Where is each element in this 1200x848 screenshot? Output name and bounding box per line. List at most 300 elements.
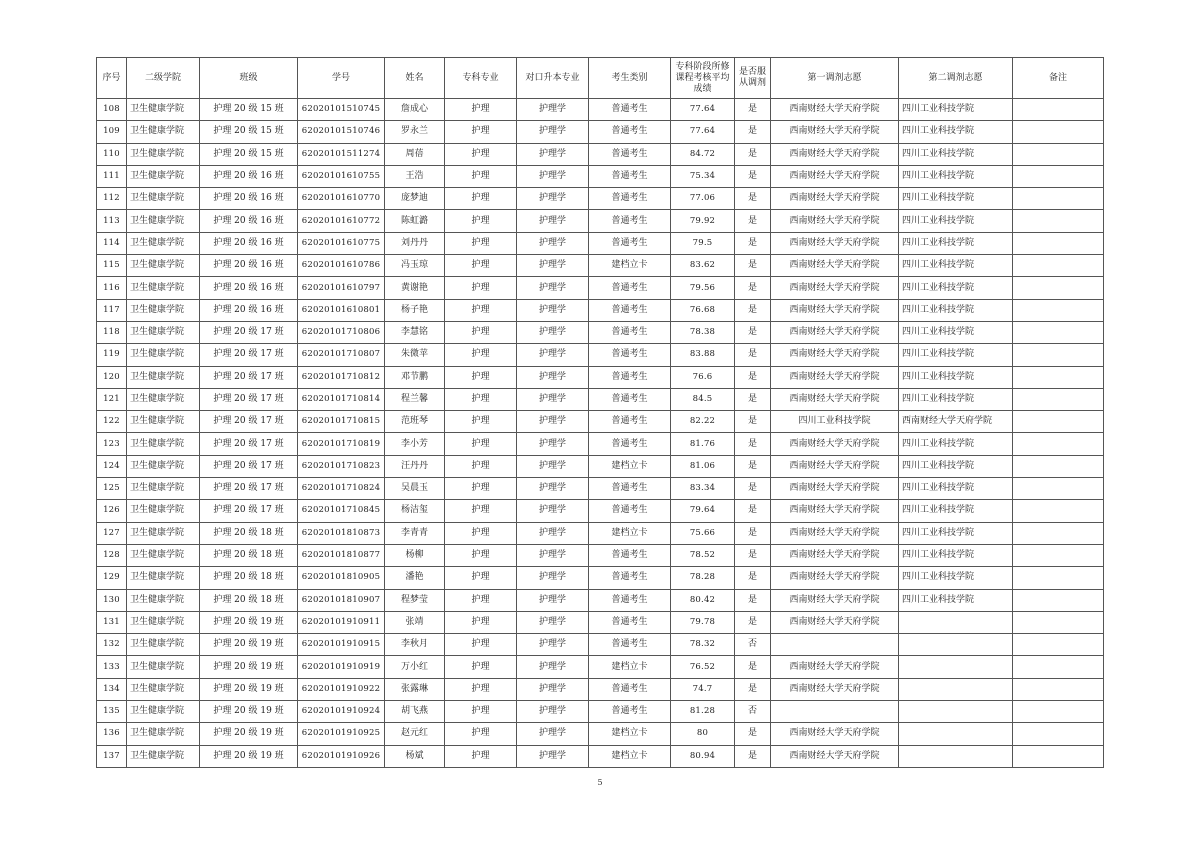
- cell-junior-major: 护理: [445, 678, 517, 700]
- table-row: [97, 589, 1104, 611]
- cell-average-score: 78.28: [671, 567, 735, 589]
- table-row: [97, 366, 1104, 388]
- cell-upgrade-major: 护理学: [517, 723, 589, 745]
- cell-student-id: 62020101710845: [298, 500, 385, 522]
- cell-upgrade-major: 护理学: [517, 433, 589, 455]
- cell-college: 卫生健康学院: [127, 522, 200, 544]
- cell-remarks: [1013, 210, 1104, 232]
- cell-second-choice: 四川工业科技学院: [899, 299, 1013, 321]
- cell-average-score: 79.64: [671, 500, 735, 522]
- cell-name: 李青青: [385, 522, 445, 544]
- cell-name: 周蓓: [385, 143, 445, 165]
- cell-average-score: 79.78: [671, 611, 735, 633]
- cell-candidate-type: 普通考生: [589, 232, 671, 254]
- cell-average-score: 80: [671, 723, 735, 745]
- table-row: [97, 567, 1104, 589]
- cell-remarks: [1013, 723, 1104, 745]
- cell-first-choice: 西南财经大学天府学院: [771, 589, 899, 611]
- cell-remarks: [1013, 366, 1104, 388]
- cell-candidate-type: 普通考生: [589, 188, 671, 210]
- cell-college: 卫生健康学院: [127, 411, 200, 433]
- cell-name: 冯玉琼: [385, 255, 445, 277]
- cell-student-id: 62020101710819: [298, 433, 385, 455]
- cell-student-id: 62020101510745: [298, 99, 385, 121]
- cell-class: 护理 20 级 17 班: [200, 344, 298, 366]
- cell-accept-adjustment: 是: [735, 232, 771, 254]
- cell-student-id: 62020101610797: [298, 277, 385, 299]
- cell-remarks: [1013, 500, 1104, 522]
- cell-college: 卫生健康学院: [127, 143, 200, 165]
- cell-seq: 132: [97, 634, 127, 656]
- cell-seq: 123: [97, 433, 127, 455]
- cell-name: 朱微苹: [385, 344, 445, 366]
- cell-first-choice: 西南财经大学天府学院: [771, 165, 899, 187]
- cell-junior-major: 护理: [445, 121, 517, 143]
- cell-upgrade-major: 护理学: [517, 455, 589, 477]
- cell-student-id: 62020101610801: [298, 299, 385, 321]
- cell-second-choice: [899, 656, 1013, 678]
- cell-first-choice: 西南财经大学天府学院: [771, 745, 899, 767]
- cell-candidate-type: 普通考生: [589, 165, 671, 187]
- cell-college: 卫生健康学院: [127, 232, 200, 254]
- cell-average-score: 81.28: [671, 701, 735, 723]
- cell-college: 卫生健康学院: [127, 121, 200, 143]
- cell-name: 汪丹丹: [385, 455, 445, 477]
- cell-junior-major: 护理: [445, 388, 517, 410]
- cell-second-choice: 四川工业科技学院: [899, 388, 1013, 410]
- cell-candidate-type: 普通考生: [589, 143, 671, 165]
- cell-first-choice: 四川工业科技学院: [771, 411, 899, 433]
- cell-upgrade-major: 护理学: [517, 255, 589, 277]
- cell-college: 卫生健康学院: [127, 745, 200, 767]
- cell-name: 陈虹潞: [385, 210, 445, 232]
- cell-upgrade-major: 护理学: [517, 745, 589, 767]
- cell-junior-major: 护理: [445, 321, 517, 343]
- cell-second-choice: [899, 611, 1013, 633]
- cell-first-choice: 西南财经大学天府学院: [771, 678, 899, 700]
- cell-upgrade-major: 护理学: [517, 366, 589, 388]
- table-row: [97, 745, 1104, 767]
- cell-accept-adjustment: 是: [735, 589, 771, 611]
- cell-candidate-type: 普通考生: [589, 388, 671, 410]
- cell-junior-major: 护理: [445, 634, 517, 656]
- cell-junior-major: 护理: [445, 344, 517, 366]
- cell-remarks: [1013, 745, 1104, 767]
- cell-second-choice: 四川工业科技学院: [899, 210, 1013, 232]
- cell-accept-adjustment: 否: [735, 634, 771, 656]
- cell-name: 赵元红: [385, 723, 445, 745]
- cell-candidate-type: 普通考生: [589, 366, 671, 388]
- cell-class: 护理 20 级 17 班: [200, 455, 298, 477]
- cell-upgrade-major: 护理学: [517, 544, 589, 566]
- cell-remarks: [1013, 611, 1104, 633]
- cell-college: 卫生健康学院: [127, 589, 200, 611]
- cell-second-choice: 四川工业科技学院: [899, 344, 1013, 366]
- cell-accept-adjustment: 是: [735, 299, 771, 321]
- cell-student-id: 62020101610770: [298, 188, 385, 210]
- cell-seq: 120: [97, 366, 127, 388]
- cell-accept-adjustment: 是: [735, 121, 771, 143]
- cell-class: 护理 20 级 17 班: [200, 388, 298, 410]
- cell-name: 罗永兰: [385, 121, 445, 143]
- cell-class: 护理 20 级 19 班: [200, 701, 298, 723]
- cell-college: 卫生健康学院: [127, 344, 200, 366]
- cell-remarks: [1013, 567, 1104, 589]
- cell-first-choice: 西南财经大学天府学院: [771, 344, 899, 366]
- cell-accept-adjustment: 是: [735, 500, 771, 522]
- cell-junior-major: 护理: [445, 723, 517, 745]
- cell-name: 范班琴: [385, 411, 445, 433]
- cell-second-choice: 西南财经大学天府学院: [899, 411, 1013, 433]
- cell-class: 护理 20 级 19 班: [200, 611, 298, 633]
- cell-average-score: 79.56: [671, 277, 735, 299]
- cell-class: 护理 20 级 17 班: [200, 411, 298, 433]
- cell-accept-adjustment: 是: [735, 344, 771, 366]
- cell-remarks: [1013, 255, 1104, 277]
- cell-upgrade-major: 护理学: [517, 165, 589, 187]
- cell-first-choice: 西南财经大学天府学院: [771, 210, 899, 232]
- cell-first-choice: 西南财经大学天府学院: [771, 277, 899, 299]
- cell-junior-major: 护理: [445, 611, 517, 633]
- cell-seq: 109: [97, 121, 127, 143]
- cell-candidate-type: 普通考生: [589, 344, 671, 366]
- cell-college: 卫生健康学院: [127, 678, 200, 700]
- cell-junior-major: 护理: [445, 165, 517, 187]
- cell-candidate-type: 普通考生: [589, 611, 671, 633]
- cell-average-score: 81.76: [671, 433, 735, 455]
- header-accept-adjustment: 是否服从调剂: [735, 58, 771, 99]
- cell-college: 卫生健康学院: [127, 611, 200, 633]
- header-class: 班级: [200, 58, 298, 99]
- cell-first-choice: 西南财经大学天府学院: [771, 478, 899, 500]
- cell-college: 卫生健康学院: [127, 544, 200, 566]
- cell-name: 黄谢艳: [385, 277, 445, 299]
- cell-college: 卫生健康学院: [127, 701, 200, 723]
- cell-average-score: 78.52: [671, 544, 735, 566]
- table-row: [97, 411, 1104, 433]
- admission-adjustment-table: [96, 57, 1104, 768]
- cell-remarks: [1013, 589, 1104, 611]
- cell-upgrade-major: 护理学: [517, 99, 589, 121]
- table-row: [97, 344, 1104, 366]
- cell-average-score: 76.68: [671, 299, 735, 321]
- cell-junior-major: 护理: [445, 433, 517, 455]
- cell-remarks: [1013, 232, 1104, 254]
- cell-name: 万小红: [385, 656, 445, 678]
- cell-class: 护理 20 级 16 班: [200, 165, 298, 187]
- cell-first-choice: 西南财经大学天府学院: [771, 188, 899, 210]
- cell-candidate-type: 普通考生: [589, 701, 671, 723]
- cell-upgrade-major: 护理学: [517, 656, 589, 678]
- cell-college: 卫生健康学院: [127, 567, 200, 589]
- cell-college: 卫生健康学院: [127, 277, 200, 299]
- cell-name: 詹成心: [385, 99, 445, 121]
- cell-junior-major: 护理: [445, 656, 517, 678]
- cell-candidate-type: 建档立卡: [589, 255, 671, 277]
- cell-junior-major: 护理: [445, 478, 517, 500]
- cell-class: 护理 20 级 18 班: [200, 522, 298, 544]
- cell-accept-adjustment: 否: [735, 701, 771, 723]
- cell-upgrade-major: 护理学: [517, 678, 589, 700]
- cell-first-choice: 西南财经大学天府学院: [771, 121, 899, 143]
- cell-average-score: 80.94: [671, 745, 735, 767]
- cell-name: 王浩: [385, 165, 445, 187]
- cell-junior-major: 护理: [445, 210, 517, 232]
- cell-remarks: [1013, 299, 1104, 321]
- cell-second-choice: 四川工业科技学院: [899, 232, 1013, 254]
- table-row: [97, 232, 1104, 254]
- cell-seq: 117: [97, 299, 127, 321]
- cell-junior-major: 护理: [445, 299, 517, 321]
- cell-accept-adjustment: 是: [735, 567, 771, 589]
- cell-first-choice: 西南财经大学天府学院: [771, 522, 899, 544]
- cell-class: 护理 20 级 19 班: [200, 634, 298, 656]
- cell-remarks: [1013, 121, 1104, 143]
- header-row: [97, 58, 1104, 99]
- cell-accept-adjustment: 是: [735, 277, 771, 299]
- cell-average-score: 77.64: [671, 121, 735, 143]
- cell-accept-adjustment: 是: [735, 388, 771, 410]
- cell-upgrade-major: 护理学: [517, 277, 589, 299]
- cell-candidate-type: 普通考生: [589, 478, 671, 500]
- cell-seq: 125: [97, 478, 127, 500]
- cell-student-id: 62020101610755: [298, 165, 385, 187]
- cell-name: 杨斌: [385, 745, 445, 767]
- cell-second-choice: 四川工业科技学院: [899, 255, 1013, 277]
- cell-first-choice: 西南财经大学天府学院: [771, 366, 899, 388]
- table-row: [97, 500, 1104, 522]
- cell-upgrade-major: 护理学: [517, 567, 589, 589]
- table-row: [97, 723, 1104, 745]
- cell-class: 护理 20 级 19 班: [200, 678, 298, 700]
- cell-class: 护理 20 级 15 班: [200, 121, 298, 143]
- table-row: [97, 656, 1104, 678]
- cell-name: 杨柳: [385, 544, 445, 566]
- cell-remarks: [1013, 701, 1104, 723]
- table-row: [97, 455, 1104, 477]
- cell-candidate-type: 普通考生: [589, 277, 671, 299]
- cell-average-score: 77.64: [671, 99, 735, 121]
- cell-candidate-type: 普通考生: [589, 500, 671, 522]
- cell-student-id: 62020101710807: [298, 344, 385, 366]
- cell-upgrade-major: 护理学: [517, 388, 589, 410]
- cell-accept-adjustment: 是: [735, 210, 771, 232]
- cell-average-score: 83.88: [671, 344, 735, 366]
- cell-college: 卫生健康学院: [127, 321, 200, 343]
- cell-average-score: 77.06: [671, 188, 735, 210]
- cell-class: 护理 20 级 17 班: [200, 433, 298, 455]
- table-row: [97, 522, 1104, 544]
- cell-name: 李慧铭: [385, 321, 445, 343]
- cell-junior-major: 护理: [445, 188, 517, 210]
- cell-student-id: 62020101610775: [298, 232, 385, 254]
- cell-first-choice: 西南财经大学天府学院: [771, 433, 899, 455]
- cell-junior-major: 护理: [445, 455, 517, 477]
- cell-first-choice: [771, 634, 899, 656]
- cell-second-choice: [899, 745, 1013, 767]
- cell-college: 卫生健康学院: [127, 500, 200, 522]
- cell-class: 护理 20 级 15 班: [200, 143, 298, 165]
- cell-accept-adjustment: 是: [735, 366, 771, 388]
- cell-remarks: [1013, 99, 1104, 121]
- cell-average-score: 81.06: [671, 455, 735, 477]
- cell-junior-major: 护理: [445, 143, 517, 165]
- cell-upgrade-major: 护理学: [517, 299, 589, 321]
- cell-name: 程兰馨: [385, 388, 445, 410]
- cell-second-choice: 四川工业科技学院: [899, 143, 1013, 165]
- cell-college: 卫生健康学院: [127, 634, 200, 656]
- cell-upgrade-major: 护理学: [517, 522, 589, 544]
- cell-upgrade-major: 护理学: [517, 411, 589, 433]
- cell-first-choice: 西南财经大学天府学院: [771, 99, 899, 121]
- cell-student-id: 62020101710814: [298, 388, 385, 410]
- cell-name: 潘艳: [385, 567, 445, 589]
- cell-student-id: 62020101910922: [298, 678, 385, 700]
- cell-upgrade-major: 护理学: [517, 500, 589, 522]
- cell-class: 护理 20 级 19 班: [200, 745, 298, 767]
- cell-second-choice: [899, 701, 1013, 723]
- cell-candidate-type: 建档立卡: [589, 723, 671, 745]
- cell-junior-major: 护理: [445, 277, 517, 299]
- cell-upgrade-major: 护理学: [517, 701, 589, 723]
- cell-average-score: 84.5: [671, 388, 735, 410]
- cell-seq: 130: [97, 589, 127, 611]
- cell-junior-major: 护理: [445, 589, 517, 611]
- cell-first-choice: 西南财经大学天府学院: [771, 544, 899, 566]
- cell-remarks: [1013, 433, 1104, 455]
- table-row: [97, 634, 1104, 656]
- cell-remarks: [1013, 522, 1104, 544]
- cell-average-score: 84.72: [671, 143, 735, 165]
- cell-accept-adjustment: 是: [735, 411, 771, 433]
- cell-upgrade-major: 护理学: [517, 188, 589, 210]
- cell-college: 卫生健康学院: [127, 299, 200, 321]
- cell-student-id: 62020101610786: [298, 255, 385, 277]
- cell-class: 护理 20 级 19 班: [200, 723, 298, 745]
- cell-seq: 134: [97, 678, 127, 700]
- cell-first-choice: 西南财经大学天府学院: [771, 388, 899, 410]
- cell-average-score: 83.34: [671, 478, 735, 500]
- table-row: [97, 188, 1104, 210]
- cell-college: 卫生健康学院: [127, 388, 200, 410]
- header-college: 二级学院: [127, 58, 200, 99]
- cell-junior-major: 护理: [445, 701, 517, 723]
- cell-class: 护理 20 级 19 班: [200, 656, 298, 678]
- cell-second-choice: 四川工业科技学院: [899, 366, 1013, 388]
- cell-upgrade-major: 护理学: [517, 589, 589, 611]
- header-name: 姓名: [385, 58, 445, 99]
- cell-candidate-type: 普通考生: [589, 634, 671, 656]
- table-row: [97, 121, 1104, 143]
- cell-student-id: 62020101810905: [298, 567, 385, 589]
- cell-accept-adjustment: 是: [735, 143, 771, 165]
- cell-second-choice: 四川工业科技学院: [899, 99, 1013, 121]
- cell-seq: 110: [97, 143, 127, 165]
- cell-second-choice: 四川工业科技学院: [899, 121, 1013, 143]
- cell-average-score: 79.5: [671, 232, 735, 254]
- cell-candidate-type: 建档立卡: [589, 455, 671, 477]
- cell-accept-adjustment: 是: [735, 745, 771, 767]
- cell-student-id: 62020101810877: [298, 544, 385, 566]
- cell-first-choice: 西南财经大学天府学院: [771, 455, 899, 477]
- table-row: [97, 544, 1104, 566]
- cell-upgrade-major: 护理学: [517, 232, 589, 254]
- cell-candidate-type: 普通考生: [589, 210, 671, 232]
- header-upgrade-major: 对口升本专业: [517, 58, 589, 99]
- cell-class: 护理 20 级 17 班: [200, 500, 298, 522]
- cell-seq: 126: [97, 500, 127, 522]
- cell-candidate-type: 普通考生: [589, 433, 671, 455]
- header-student-id: 学号: [298, 58, 385, 99]
- cell-first-choice: 西南财经大学天府学院: [771, 232, 899, 254]
- cell-class: 护理 20 级 16 班: [200, 255, 298, 277]
- cell-name: 吴晨玉: [385, 478, 445, 500]
- cell-candidate-type: 建档立卡: [589, 656, 671, 678]
- cell-remarks: [1013, 188, 1104, 210]
- cell-seq: 113: [97, 210, 127, 232]
- cell-upgrade-major: 护理学: [517, 210, 589, 232]
- cell-name: 李小芳: [385, 433, 445, 455]
- cell-student-id: 62020101910911: [298, 611, 385, 633]
- cell-seq: 136: [97, 723, 127, 745]
- header-remarks: 备注: [1013, 58, 1104, 99]
- cell-seq: 124: [97, 455, 127, 477]
- cell-class: 护理 20 级 16 班: [200, 210, 298, 232]
- cell-average-score: 76.52: [671, 656, 735, 678]
- cell-candidate-type: 普通考生: [589, 99, 671, 121]
- cell-candidate-type: 建档立卡: [589, 745, 671, 767]
- table-row: [97, 478, 1104, 500]
- cell-class: 护理 20 级 18 班: [200, 589, 298, 611]
- cell-candidate-type: 普通考生: [589, 411, 671, 433]
- cell-name: 杨洁玺: [385, 500, 445, 522]
- header-seq: 序号: [97, 58, 127, 99]
- cell-upgrade-major: 护理学: [517, 143, 589, 165]
- cell-second-choice: [899, 634, 1013, 656]
- table-row: [97, 277, 1104, 299]
- cell-remarks: [1013, 165, 1104, 187]
- cell-class: 护理 20 级 17 班: [200, 321, 298, 343]
- header-candidate-type: 考生类别: [589, 58, 671, 99]
- cell-accept-adjustment: 是: [735, 656, 771, 678]
- cell-accept-adjustment: 是: [735, 255, 771, 277]
- cell-student-id: 62020101910915: [298, 634, 385, 656]
- cell-student-id: 62020101910926: [298, 745, 385, 767]
- cell-candidate-type: 普通考生: [589, 321, 671, 343]
- cell-first-choice: 西南财经大学天府学院: [771, 321, 899, 343]
- cell-second-choice: 四川工业科技学院: [899, 522, 1013, 544]
- cell-student-id: 62020101810907: [298, 589, 385, 611]
- cell-seq: 131: [97, 611, 127, 633]
- header-average-score: 专科阶段所修课程考核平均成绩: [671, 58, 735, 99]
- cell-upgrade-major: 护理学: [517, 344, 589, 366]
- cell-accept-adjustment: 是: [735, 678, 771, 700]
- cell-student-id: 62020101910919: [298, 656, 385, 678]
- cell-student-id: 62020101910925: [298, 723, 385, 745]
- cell-first-choice: 西南财经大学天府学院: [771, 567, 899, 589]
- cell-candidate-type: 普通考生: [589, 678, 671, 700]
- cell-remarks: [1013, 321, 1104, 343]
- cell-candidate-type: 普通考生: [589, 544, 671, 566]
- cell-second-choice: 四川工业科技学院: [899, 478, 1013, 500]
- cell-second-choice: 四川工业科技学院: [899, 188, 1013, 210]
- cell-candidate-type: 普通考生: [589, 121, 671, 143]
- cell-seq: 108: [97, 99, 127, 121]
- cell-first-choice: 西南财经大学天府学院: [771, 500, 899, 522]
- cell-name: 邓节鹏: [385, 366, 445, 388]
- cell-class: 护理 20 级 16 班: [200, 188, 298, 210]
- cell-junior-major: 护理: [445, 567, 517, 589]
